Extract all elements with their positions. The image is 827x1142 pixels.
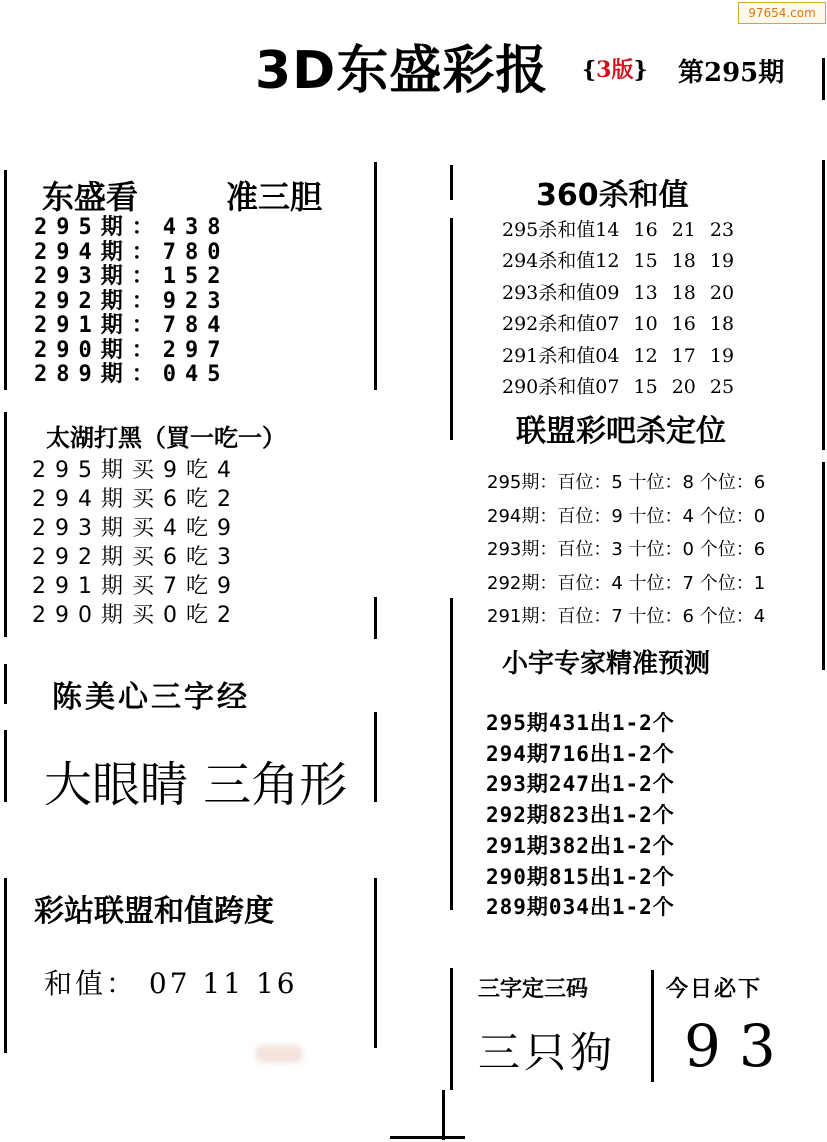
edition-brace-close: } bbox=[633, 57, 648, 83]
divider-left-2 bbox=[4, 412, 7, 637]
list-item: 294杀和值12 15 18 19 bbox=[502, 250, 735, 273]
list-item: 291杀和值04 12 17 19 bbox=[502, 344, 735, 367]
list-item: 292期：923 bbox=[34, 288, 230, 314]
list-item: 294期：百位：9 十位：4 个位：0 bbox=[487, 505, 766, 527]
divider-right-3 bbox=[651, 970, 654, 1082]
divider-mid-4 bbox=[450, 968, 453, 1090]
list-item: 294期716出1-2个 bbox=[486, 741, 675, 766]
edition-brace-open: { bbox=[582, 57, 597, 83]
list-item: 293杀和值09 13 18 20 bbox=[502, 281, 735, 304]
divider-mid-5 bbox=[442, 1090, 445, 1140]
list-item: 289期034出1-2个 bbox=[486, 895, 675, 920]
chenmeixin-content: 大眼睛 三角形 bbox=[44, 757, 348, 813]
divider-left-3c bbox=[374, 712, 377, 802]
list-item: 295期：百位：5 十位：8 个位：6 bbox=[487, 472, 766, 493]
divider-left-3 bbox=[4, 664, 7, 704]
list-item: 293期：152 bbox=[34, 264, 230, 289]
list-item: 294期：780 bbox=[34, 239, 230, 265]
list-item: 291期：784 bbox=[34, 313, 230, 338]
list-item: 293期247出1-2个 bbox=[486, 772, 675, 797]
divider-right-1 bbox=[822, 160, 825, 450]
smudge bbox=[255, 1045, 303, 1063]
list-item: 292期买6吃3 bbox=[32, 545, 240, 570]
divider-mid-2 bbox=[450, 218, 453, 440]
chenmeixin-title: 陈美心三字经 bbox=[52, 680, 250, 715]
divider-left-1b bbox=[374, 162, 377, 390]
divider-left-3b bbox=[4, 730, 7, 802]
sanzi-content: 三只狗 bbox=[478, 1028, 617, 1077]
list-item: 291期：百位：7 十位：6 个位：4 bbox=[487, 606, 766, 627]
list-item: 292杀和值07 10 16 18 bbox=[502, 313, 735, 336]
sum360-list bbox=[502, 215, 734, 403]
bottom-rule bbox=[390, 1136, 465, 1139]
divider-right-2 bbox=[822, 462, 825, 670]
list-item: 295期：438 bbox=[34, 215, 230, 240]
list-item: 290期815出1-2个 bbox=[486, 864, 675, 889]
divider-mid-3 bbox=[450, 598, 453, 910]
lianmeng-list bbox=[487, 466, 765, 634]
page-title: 3D东盛彩报 bbox=[255, 41, 549, 101]
edition-badge bbox=[582, 53, 648, 84]
dongsheng-title-right: 准三胆 bbox=[226, 178, 323, 216]
jinri-content: 93 bbox=[684, 1012, 794, 1080]
jinri-title: 今日必下 bbox=[666, 977, 763, 1002]
lianmeng-title: 联盟彩吧杀定位 bbox=[516, 414, 726, 449]
dongsheng-title-left: 东盛看 bbox=[42, 178, 139, 216]
caizhan-content: 和值： 07 11 16 bbox=[44, 967, 298, 1000]
list-item: 294期买6吃2 bbox=[32, 487, 240, 512]
issue-number: 第295期 bbox=[678, 58, 785, 88]
divider-left-1 bbox=[4, 170, 7, 390]
list-item: 293期：百位：3 十位：0 个位：6 bbox=[487, 539, 766, 560]
divider-left-4 bbox=[4, 878, 7, 1053]
list-item: 290期：297 bbox=[34, 337, 230, 363]
list-item: 292期：百位：4 十位：7 个位：1 bbox=[487, 572, 766, 594]
list-item: 292期823出1-2个 bbox=[486, 803, 675, 828]
list-item: 290期买0吃2 bbox=[32, 603, 240, 628]
list-item: 290杀和值07 15 20 25 bbox=[502, 376, 735, 399]
list-item: 291期382出1-2个 bbox=[486, 833, 675, 858]
dongsheng-list bbox=[34, 216, 229, 388]
list-item: 295期431出1-2个 bbox=[486, 711, 675, 735]
xiaozi-list bbox=[486, 708, 675, 923]
sanzi-title: 三字定三码 bbox=[478, 977, 589, 1002]
divider-left-4b bbox=[374, 878, 377, 1048]
list-item: 295杀和值14 16 21 23 bbox=[502, 219, 735, 241]
sum360-title: 360杀和值 bbox=[536, 178, 689, 213]
divider-mid-1 bbox=[450, 165, 453, 200]
list-item: 295期买9吃4 bbox=[32, 458, 240, 483]
header-rule bbox=[822, 58, 825, 100]
taihu-title: 太湖打黑（買一吃一） bbox=[46, 424, 286, 452]
caizhan-title: 彩站联盟和值跨度 bbox=[34, 894, 274, 929]
list-item: 291期买7吃9 bbox=[32, 574, 240, 599]
divider-left-2b bbox=[374, 597, 377, 639]
site-watermark: 97654.com bbox=[738, 2, 826, 24]
list-item: 293期买4吃9 bbox=[32, 516, 240, 541]
edition-number: 3版 bbox=[596, 57, 634, 83]
xiaozi-title: 小宇专家精准预测 bbox=[502, 649, 711, 679]
list-item: 289期：045 bbox=[34, 362, 230, 387]
taihu-list bbox=[32, 456, 240, 630]
